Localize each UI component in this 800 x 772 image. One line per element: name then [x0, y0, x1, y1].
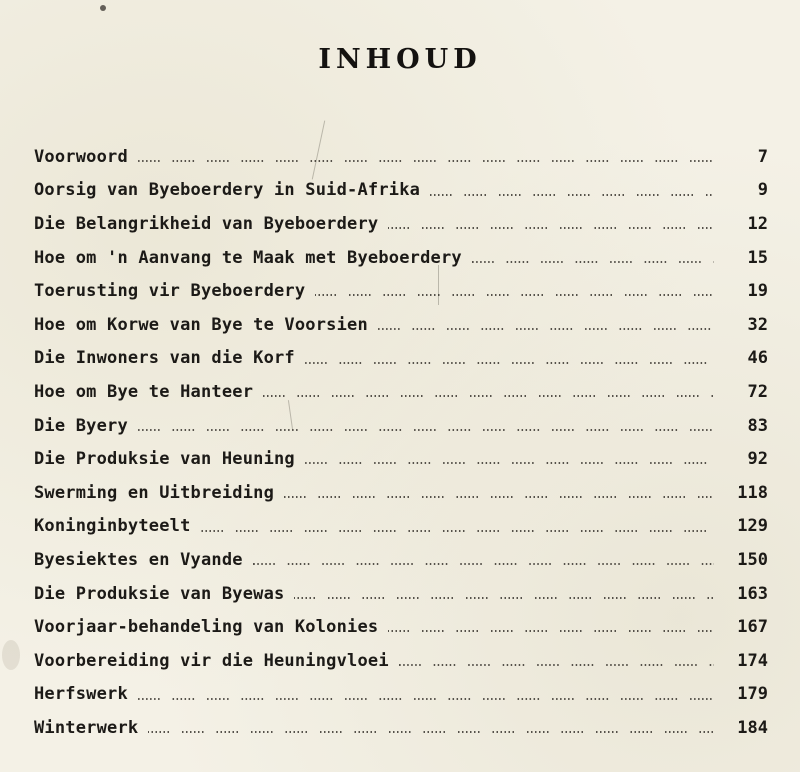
- toc-entry-page-number: 15: [747, 247, 768, 268]
- toc-entry-page-number: 163: [737, 583, 768, 604]
- toc-entry: [34, 274, 768, 308]
- dot-leader: [263, 375, 714, 409]
- table-of-contents: [34, 140, 768, 745]
- paper-smudge: [2, 640, 20, 670]
- toc-entry-page-number: 129: [737, 516, 768, 537]
- toc-entry: [34, 140, 768, 174]
- dot-leader: [284, 476, 714, 510]
- toc-entry-title: Hoe om Bye te Hanteer: [34, 381, 254, 402]
- toc-entry: [34, 610, 768, 644]
- paper-smudge: [100, 5, 106, 11]
- toc-entry: [34, 644, 768, 678]
- toc-entry: [34, 241, 768, 275]
- dot-leader: [148, 711, 714, 745]
- toc-entry-page-number: 92: [747, 449, 768, 470]
- toc-entry: [34, 409, 768, 443]
- dot-leader: [138, 678, 714, 712]
- dot-leader: [294, 577, 714, 611]
- dot-leader: [138, 409, 714, 443]
- toc-entry-title: Die Byery: [34, 415, 128, 436]
- toc-entry-page-number: 19: [747, 281, 768, 302]
- dot-leader: [305, 342, 714, 376]
- dot-leader: [253, 543, 714, 577]
- toc-entry-page-number: 184: [737, 717, 768, 738]
- toc-entry-title: Voorwoord: [34, 146, 128, 167]
- toc-entry-title: Koninginbyteelt: [34, 516, 191, 537]
- toc-entry-page-number: 32: [747, 314, 768, 335]
- toc-entry: [34, 207, 768, 241]
- toc-entry: [34, 342, 768, 376]
- toc-entry-page-number: 167: [737, 617, 768, 638]
- toc-entry-page-number: 7: [757, 146, 768, 167]
- toc-entry-title: Die Produksie van Byewas: [34, 583, 285, 604]
- toc-entry: [34, 711, 768, 745]
- toc-entry-title: Oorsig van Byeboerdery in Suid-Afrika: [34, 180, 421, 201]
- toc-entry-title: Die Produksie van Heuning: [34, 449, 295, 470]
- toc-entry-title: Die Inwoners van die Korf: [34, 348, 295, 369]
- dot-leader: [388, 610, 714, 644]
- dot-leader: [305, 442, 714, 476]
- toc-entry-title: Winterwerk: [34, 717, 139, 738]
- toc-entry: [34, 543, 768, 577]
- toc-entry-title: Die Belangrikheid van Byeboerdery: [34, 213, 379, 234]
- toc-entry: [34, 442, 768, 476]
- toc-entry-title: Voorjaar-behandeling van Kolonies: [34, 617, 379, 638]
- toc-entry-page-number: 179: [737, 684, 768, 705]
- toc-entry: [34, 510, 768, 544]
- toc-entry: [34, 174, 768, 208]
- dot-leader: [430, 174, 714, 208]
- toc-entry: [34, 678, 768, 712]
- toc-entry-page-number: 83: [747, 415, 768, 436]
- dot-leader: [378, 308, 714, 342]
- toc-entry-page-number: 174: [737, 650, 768, 671]
- dot-leader: [388, 207, 714, 241]
- toc-entry-page-number: 9: [757, 180, 768, 201]
- dot-leader: [399, 644, 714, 678]
- dot-leader: [201, 510, 714, 544]
- toc-entry: [34, 308, 768, 342]
- toc-entry-page-number: 46: [747, 348, 768, 369]
- dot-leader: [472, 241, 714, 275]
- toc-entry-page-number: 12: [747, 213, 768, 234]
- dot-leader: [138, 140, 714, 174]
- toc-entry-title: Voorbereiding vir die Heuningvloei: [34, 650, 389, 671]
- toc-entry-title: Hoe om 'n Aanvang te Maak met Byeboerdery: [34, 247, 462, 268]
- toc-entry-page-number: 150: [737, 549, 768, 570]
- dot-leader: [315, 274, 714, 308]
- toc-entry: [34, 476, 768, 510]
- toc-entry: [34, 577, 768, 611]
- page-title: INHOUD: [318, 44, 482, 75]
- toc-entry-page-number: 118: [737, 482, 768, 503]
- toc-entry: [34, 375, 768, 409]
- toc-entry-page-number: 72: [747, 381, 768, 402]
- toc-entry-title: Swerming en Uitbreiding: [34, 482, 275, 503]
- toc-entry-title: Hoe om Korwe van Bye te Voorsien: [34, 314, 368, 335]
- toc-entry-title: Toerusting vir Byeboerdery: [34, 281, 306, 302]
- toc-entry-title: Byesiektes en Vyande: [34, 549, 243, 570]
- toc-entry-title: Herfswerk: [34, 684, 128, 705]
